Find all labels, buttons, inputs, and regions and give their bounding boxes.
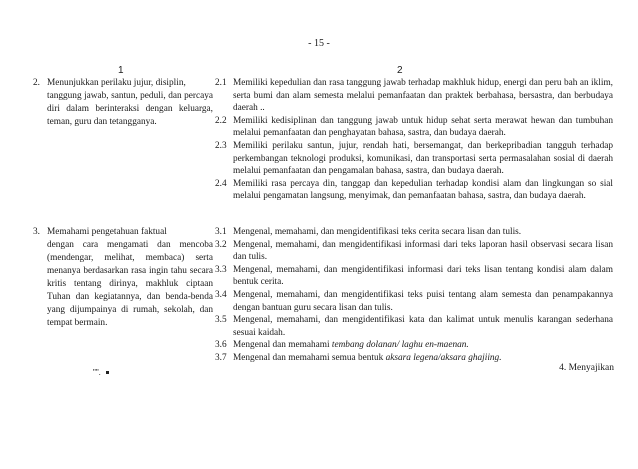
basic-competence-number: 2.2 (215, 115, 227, 126)
basic-competence-item (215, 226, 613, 239)
core-competence-number: 2. (33, 78, 40, 88)
page-number: - 15 - (308, 38, 330, 49)
basic-competence-list-3 (215, 226, 613, 365)
basic-competence-item (215, 115, 613, 140)
basic-competence-number: 3.3 (215, 264, 227, 275)
basic-competence-text (233, 339, 613, 352)
basic-competence-text: Mengenal, memahami, dan mengidentifikasi teks cerita secara lisan dan tulis. (233, 227, 522, 237)
core-competence-number: 3. (33, 227, 40, 237)
basic-competence-number: 2.3 (215, 140, 227, 151)
core-competence-text-rest: tanggung jawab, santun, peduli, dan percaya diri dalam berinteraksi dengan keluarga, teman, guru dan tetangganya. (47, 91, 213, 127)
basic-competence-number: 3.1 (215, 227, 227, 237)
basic-competence-number: 3.5 (215, 315, 227, 326)
basic-competence-number: 2.1 (215, 78, 227, 88)
basic-competence-number: 2.4 (215, 178, 227, 189)
core-competence-2 (33, 77, 213, 129)
basic-competence-number: 3.7 (215, 352, 227, 363)
bullet-dot-icon (106, 371, 109, 374)
basic-competence-text: Mengenal, memahami, dan mengidentifikasi informasi dari teks lisan tentang kondisi alam dalam bentuk cerita. (233, 264, 613, 288)
basic-competence-number: 3.4 (215, 289, 227, 300)
basic-competence-item (215, 77, 613, 115)
basic-competence-item (215, 289, 613, 314)
core-competence-3 (33, 226, 213, 330)
basic-competence-item (215, 140, 613, 178)
basic-competence-text: Mengenal, memahami, dan mengidentifikasi kata dan kalimat untuk menulis karangan sederhana sesuai kaidah. (233, 315, 613, 338)
basic-competence-number: 3.6 (215, 340, 227, 351)
footer-mark-text: "". (93, 368, 101, 377)
basic-competence-number: 3.2 (215, 239, 227, 250)
basic-competence-text: Memiliki rasa percaya din, tanggap dan kepedulian terhadap kondisi alam dan lingkungan so sial melalui pengamatan langsung, menyimak, dan pemanfaatan bahasa, sastra, dan budaya daerah. (233, 178, 613, 202)
basic-competence-text: Mengenal, memahami, dan mengidentifikasi teks puisi tentang alam semesta dan penampakannya dengan bantuan guru secara lisan dan tulis. (233, 289, 613, 313)
basic-competence-text-plain: Mengenal dan memahami (233, 340, 332, 351)
basic-competence-text (233, 352, 613, 365)
basic-competence-item (215, 178, 613, 203)
column-header-right: 2 (397, 65, 403, 76)
basic-competence-item (215, 314, 613, 339)
basic-competence-text-italic: tembang dolanan/ laghu en-maenan. (331, 340, 469, 351)
basic-competence-text: Mengenal, memahami, dan mengidentifikasi informasi dari teks laporan hasil observasi secara lisan dan tulis. (233, 239, 613, 263)
basic-competence-item (215, 264, 613, 289)
basic-competence-item (215, 339, 613, 352)
basic-competence-text-plain: Mengenal dan memahami semua bentuk (233, 352, 386, 363)
basic-competence-text: Memiliki kedisiplinan dan tanggung jawab untuk hidup sehat serta merawat hewan dan tumbuhan melalui pemanfaatan dan penghayatan bahasa, sastra, dan budaya daerah. (233, 115, 613, 139)
basic-competence-list-2 (215, 77, 613, 203)
basic-competence-item (215, 239, 613, 264)
footer-mark (93, 368, 109, 377)
core-competence-text-first: Memahami pengetahuan faktual (47, 227, 167, 237)
basic-competence-text-italic: aksara legena/aksara ghajiing. (385, 352, 502, 363)
basic-competence-text: Memiliki perilaku santun, jujur, rendah hati, bersemangat, dan berkepribadian tangguh terhadap perkembangan teknologi produksi, komunikasi, dan transportasi serta permasalahan sosial di daerah melalui pemanfaatan dan pengamalan bahasa, sastra, dan budaya daerah. (233, 140, 613, 177)
core-competence-text-first: Menunjukkan perilaku jujur, disiplin, (47, 78, 186, 88)
core-competence-text-rest: dengan cara mengamati dan mencoba (mendengar, melihat, membaca) serta menanya berdasarkan rasa ingin tahu secara kritis tentang dirinya, makhluk ciptaan Tuhan dan kegiatannya, dan benda-benda yang dijumpainya di rumah, sekolah, dan tempat bermain. (47, 240, 213, 328)
footer-continuation: 4. Menyajikan (559, 363, 614, 373)
basic-competence-item (215, 352, 613, 365)
column-header-left: 1 (118, 65, 124, 76)
basic-competence-text: Memiliki kepedulian dan rasa tanggung jawab terhadap makhluk hidup, energi dan peru bah an iklim, serta bumi dan alam semesta melalui pemanfaatan dan praktek berbahasa, bersastra, dan berbudaya daerah .. (233, 78, 613, 114)
